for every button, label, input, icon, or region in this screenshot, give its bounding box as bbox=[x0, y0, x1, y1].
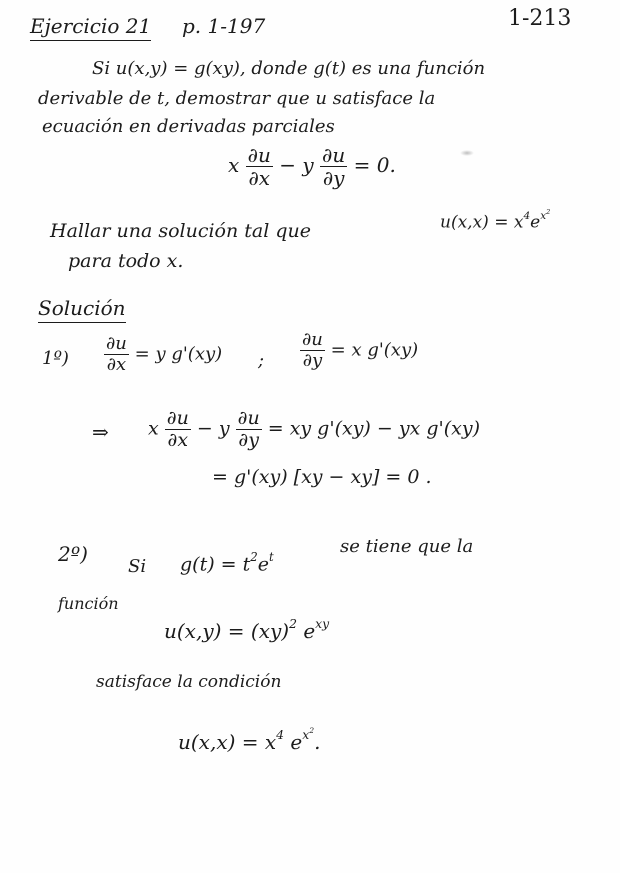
pde-frac-du-dy bbox=[320, 144, 347, 189]
step2-final-e: e bbox=[290, 730, 303, 755]
step1-c-dx: ∂x bbox=[167, 428, 189, 451]
step1-dx: ∂x bbox=[106, 353, 127, 375]
step2-g-e: e bbox=[257, 553, 270, 576]
step1-frac-dy bbox=[300, 330, 325, 371]
condition-exp: 4 bbox=[523, 210, 531, 223]
pde-frac-du-dx bbox=[246, 144, 273, 189]
step2-text: se tiene que la bbox=[340, 536, 474, 557]
step2-final-exp-x: x bbox=[302, 727, 310, 743]
step1-c-frac-dx bbox=[165, 408, 191, 451]
step1-c-du-1: ∂u bbox=[166, 407, 189, 429]
condition-e: e bbox=[530, 212, 541, 233]
statement-line-4: Hallar una solución tal que bbox=[50, 220, 311, 242]
condition-lhs: u(x,x) = x bbox=[440, 212, 524, 233]
step2-si: Si bbox=[128, 556, 147, 577]
step1-c-dy: ∂y bbox=[238, 428, 259, 451]
pde-dy: ∂y bbox=[322, 166, 345, 190]
step2-u-e: e bbox=[303, 618, 316, 643]
pde-x: x bbox=[228, 153, 240, 177]
step1-du-dy bbox=[300, 330, 418, 371]
step1-a-rhs: = y g'(xy) bbox=[134, 343, 223, 365]
step2-final-exp-2: 2 bbox=[309, 726, 315, 735]
statement-line-2: derivable de t, demostrar que u satisface la bbox=[38, 88, 436, 109]
implies-arrow: ⇒ bbox=[92, 420, 109, 444]
step2-g-base: g(t) = t bbox=[180, 553, 251, 576]
step2-u-xy: xy bbox=[315, 616, 330, 631]
solution-heading: Solución bbox=[38, 296, 126, 323]
statement-line-3: ecuación en derivadas parciales bbox=[42, 116, 335, 137]
condition-equation bbox=[440, 208, 550, 233]
step1-du-b: ∂u bbox=[302, 329, 323, 350]
pde-minus-y: − y bbox=[279, 153, 314, 177]
step2-final-exp: 4 bbox=[276, 727, 285, 743]
step1-combination bbox=[148, 408, 480, 451]
pde-rhs: = 0. bbox=[353, 153, 396, 177]
step1-du-dx bbox=[104, 334, 222, 375]
step1-c-minus-y: − y bbox=[196, 417, 230, 440]
statement-line-5: para todo x. bbox=[68, 250, 184, 272]
step2-final-lhs: u(x,x) = x bbox=[178, 730, 277, 755]
exercise-number: 1-213 bbox=[508, 6, 572, 31]
step1-b-rhs: = x g'(xy) bbox=[330, 339, 419, 361]
step1-result: = g'(xy) [xy − xy] = 0 . bbox=[212, 466, 432, 488]
pde-du-2: ∂u bbox=[322, 143, 346, 167]
step1-c-frac-dy bbox=[236, 408, 262, 451]
step2-final bbox=[178, 726, 321, 754]
statement-line-1: Si u(x,y) = g(xy), donde g(t) es una función bbox=[92, 58, 486, 79]
step1-du-a: ∂u bbox=[106, 333, 127, 354]
step2-g-t: t bbox=[269, 550, 274, 564]
step2-final-dot: . bbox=[314, 730, 321, 755]
condition-exp-x: x bbox=[540, 210, 547, 223]
step2-g-def bbox=[180, 550, 274, 575]
condition-exp-2: 2 bbox=[546, 208, 551, 216]
step1-c-du-2: ∂u bbox=[237, 407, 260, 429]
step1-c-rhs: = xy g'(xy) − yx g'(xy) bbox=[267, 417, 480, 440]
step2-satisfies: satisface la condición bbox=[96, 672, 282, 692]
pde-du-1: ∂u bbox=[247, 143, 271, 167]
step1-c-x: x bbox=[148, 417, 159, 440]
step1-frac-dx bbox=[104, 334, 129, 375]
page-reference: p. 1-197 bbox=[182, 14, 266, 38]
step2-u-exp: 2 bbox=[289, 616, 297, 631]
step1-separator: ; bbox=[258, 350, 265, 371]
pde-equation bbox=[228, 144, 396, 189]
step1-label: 1º) bbox=[42, 348, 69, 369]
step2-u-base: u(x,y) = (xy) bbox=[164, 618, 290, 643]
ink-smudge bbox=[460, 150, 474, 156]
step2-u-def bbox=[164, 616, 329, 643]
step2-final-exp-group bbox=[302, 727, 314, 742]
pde-dx: ∂x bbox=[248, 166, 271, 190]
step2-function-word: función bbox=[58, 594, 119, 613]
step1-dy: ∂y bbox=[302, 349, 323, 371]
step2-g-exp: 2 bbox=[250, 550, 258, 564]
step2-label: 2º) bbox=[58, 542, 88, 566]
exercise-title: Ejercicio 21 bbox=[30, 14, 151, 41]
condition-exp-group bbox=[540, 210, 550, 222]
